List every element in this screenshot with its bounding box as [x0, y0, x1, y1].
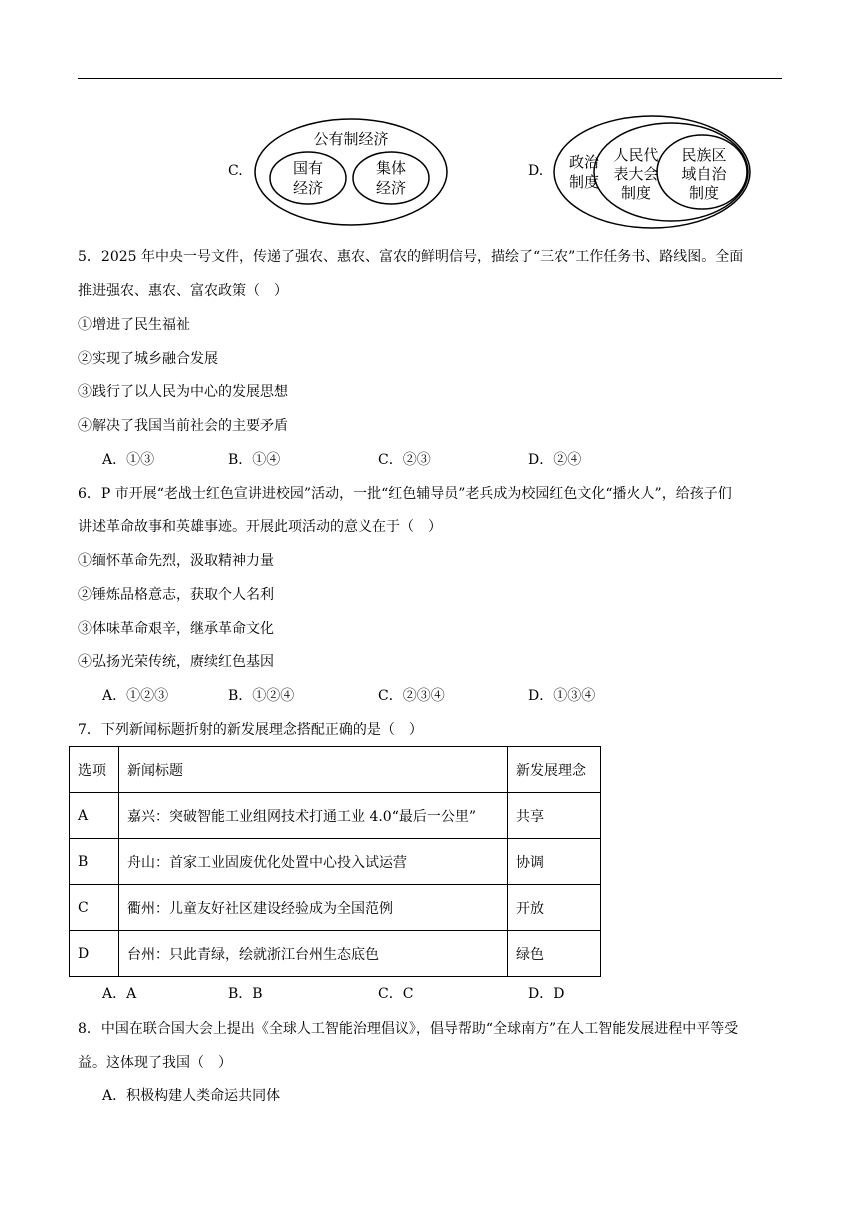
q5-stem-line1: 5．2025 年中央一号文件，传递了强农、惠农、富农的鲜明信号，描绘了“三农”工作任务书、路线图。全面 — [78, 249, 744, 265]
table-row — [70, 931, 601, 977]
q7-option-d[interactable]: D．D — [528, 986, 565, 1002]
option-d-label: D. — [528, 163, 544, 179]
q5-item-2: ②实现了城乡融合发展 — [78, 351, 218, 367]
q5-option-b[interactable]: B．①④ — [228, 452, 281, 468]
table-cell: B — [70, 839, 119, 885]
inner-label-3: 制度 — [688, 184, 720, 202]
table-cell: 绿色 — [508, 931, 601, 977]
political-system-diagram — [552, 114, 756, 230]
q6-stem-line2: 讲述革命故事和英雄事迹。开展此项活动的意义在于（ ） — [78, 519, 442, 535]
public-economy-diagram — [252, 116, 452, 228]
table-row — [70, 885, 601, 931]
q5-option-a[interactable]: A．①③ — [102, 452, 155, 468]
q7-option-c[interactable]: C．C — [378, 986, 414, 1002]
q5-item-1: ①增进了民生福祉 — [78, 317, 190, 333]
table-cell: 台州：只此青绿，绘就浙江台州生态底色 — [119, 931, 508, 977]
q5-option-d[interactable]: D．②④ — [528, 452, 582, 468]
table-header-cell: 新闻标题 — [119, 747, 508, 793]
inner-label-2: 域自治 — [681, 165, 727, 183]
q7-option-a[interactable]: A．A — [102, 986, 137, 1002]
table-header-cell: 新发展理念 — [508, 747, 601, 793]
table-cell: 共享 — [508, 793, 601, 839]
q6-item-1: ①缅怀革命先烈，汲取精神力量 — [78, 553, 274, 569]
table-row — [70, 793, 601, 839]
outer-label: 公有制经济 — [313, 130, 389, 148]
q6-option-b[interactable]: B．①②④ — [228, 688, 295, 704]
q8-stem-line1: 8．中国在联合国大会上提出《全球人工智能治理倡议》，倡导帮助“全球南方”在人工智能发展进程中平等受 — [78, 1021, 739, 1037]
table-header-cell: 选项 — [70, 747, 119, 793]
q5-item-4: ④解决了我国当前社会的主要矛盾 — [78, 418, 288, 434]
middle-label-1: 人民代 — [613, 146, 659, 164]
q5-stem-line2: 推进强农、惠农、富农政策（ ） — [78, 283, 288, 299]
q6-stem-line1: 6．P 市开展“老战士红色宣讲进校园”活动，一批“红色辅导员”老兵成为校园红色文化“播火人”，给孩子们 — [78, 486, 732, 502]
table-cell: 嘉兴：突破智能工业组网技术打通工业 4.0“最后一公里” — [119, 793, 508, 839]
q6-option-d[interactable]: D．①③④ — [528, 688, 596, 704]
table-cell: 舟山：首家工业固废优化处置中心投入试运营 — [119, 839, 508, 885]
table-cell: D — [70, 931, 119, 977]
header-rule — [78, 78, 782, 79]
table-header-row — [70, 747, 601, 793]
left-label-2: 经济 — [292, 179, 324, 197]
middle-label-2: 表大会 — [613, 165, 659, 183]
q6-item-2: ②锤炼品格意志，获取个人名利 — [78, 587, 274, 603]
table-cell: 开放 — [508, 885, 601, 931]
q7-stem: 7．下列新闻标题折射的新发展理念搭配正确的是（ ） — [78, 722, 423, 738]
outer-label-2: 制度 — [568, 173, 600, 191]
table-cell: 协调 — [508, 839, 601, 885]
q6-item-4: ④弘扬光荣传统，赓续红色基因 — [78, 654, 274, 670]
q8-option-a[interactable]: A．积极构建人类命运共同体 — [102, 1088, 281, 1104]
table-cell: 衢州：儿童友好社区建设经验成为全国范例 — [119, 885, 508, 931]
q6-item-3: ③体味革命艰辛，继承革命文化 — [78, 621, 274, 637]
middle-label-3: 制度 — [620, 184, 652, 202]
q7-option-b[interactable]: B．B — [228, 986, 263, 1002]
option-c-label: C. — [228, 163, 243, 179]
news-table — [69, 746, 601, 977]
left-label-1: 国有 — [292, 159, 324, 177]
table-cell: A — [70, 793, 119, 839]
q6-option-c[interactable]: C．②③④ — [378, 688, 445, 704]
right-label-1: 集体 — [375, 159, 407, 177]
q6-option-a[interactable]: A．①②③ — [102, 688, 169, 704]
q5-option-c[interactable]: C．②③ — [378, 452, 431, 468]
q5-item-3: ③践行了以人民为中心的发展思想 — [78, 384, 288, 400]
inner-label-1: 民族区 — [681, 146, 727, 164]
table-row — [70, 839, 601, 885]
outer-label-1: 政治 — [568, 153, 600, 171]
q8-stem-line2: 益。这体现了我国（ ） — [78, 1055, 232, 1071]
table-cell: C — [70, 885, 119, 931]
right-label-2: 经济 — [375, 179, 407, 197]
